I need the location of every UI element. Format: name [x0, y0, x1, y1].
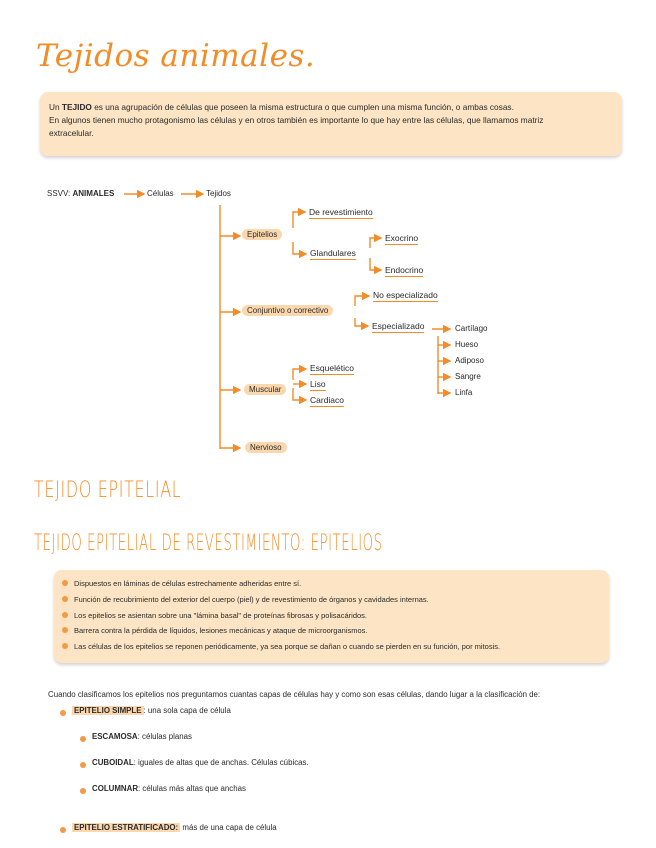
tree-musc-2: Cardiaco — [310, 395, 345, 405]
intro-line2: En algunos tienen mucho protagonismo las células y en otros también es importante lo que hay entre las células, que llamamos matriz — [49, 115, 544, 125]
bullet-item — [62, 608, 500, 624]
tree-endocrino: Endocrino — [385, 265, 424, 275]
cuboidal-label: CUBOIDAL — [92, 758, 134, 767]
columnar-label: COLUMNAR — [92, 784, 139, 793]
bullet-dot-icon — [62, 627, 68, 633]
estratificado-desc: más de una capa de célula — [180, 823, 277, 832]
tree-esp-2: Adiposo — [455, 356, 484, 365]
escamosa-desc: : células planas — [137, 732, 193, 741]
cuboidal-desc: : iguales de altas que de anchas. Células cúbicas. — [133, 758, 309, 767]
tree-especializado: Especializado — [372, 321, 425, 331]
epitelio-escamosa — [80, 732, 656, 741]
bullet-text: Dispuestos en láminas de células estrechamente adheridas entre sí. — [74, 579, 302, 588]
bullet-dot-icon — [80, 736, 86, 742]
tree-root-prefix: SSVV: — [47, 189, 73, 198]
epitelio-estratificado — [60, 823, 656, 832]
tree-de-revestimiento: De revestimiento — [309, 207, 373, 217]
tree-muscular: Muscular — [244, 384, 286, 395]
page-title: Tejidos animales. — [36, 38, 316, 74]
bullet-text: Los epitelios se asientan sobre una "lámina basal" de proteínas fibrosas y polisacáridos. — [74, 610, 367, 620]
epitelio-simple-label: EPITELIO SIMPLE — [74, 706, 142, 715]
tree-no-especializado: No especializado — [373, 290, 438, 300]
epitelio-columnar — [80, 784, 656, 793]
section-epitelios: TEJIDO EPITELIAL DE REVESTIMIENTO: EPITELIOS — [34, 531, 383, 556]
estratificado-label: EPITELIO ESTRATIFICADO: — [74, 823, 179, 832]
bullet-item — [62, 639, 500, 655]
tree-musc-1: Liso — [310, 379, 326, 389]
bullet-dot-icon — [62, 580, 68, 586]
tree-esp-0: Cartílago — [455, 324, 488, 333]
intro-term: TEJIDO — [61, 102, 92, 112]
tree-esp-3: Sangre — [455, 372, 481, 381]
bullet-text: Barrera contra la pérdida de líquidos, lesiones mecánicas y ataque de microorganismos. — [74, 626, 368, 636]
tree-exocrino: Exocrino — [385, 233, 419, 243]
tree-celulas: Células — [147, 189, 174, 198]
classification-intro: Cuando clasificamos los epitelios nos preguntamos cuantas capas de células hay y como son esas células, dando lugar a la clasificación de: — [48, 690, 541, 699]
epitelio-cuboidal — [80, 758, 656, 767]
intro-line3: extracelular. — [49, 128, 94, 138]
tree-tejidos: Tejidos — [206, 189, 231, 198]
bullet-text: Función de recubrimiento del exterior del cuerpo (piel) y de revestimiento de órganos y cavidades internas. — [74, 594, 429, 604]
bullet-list — [62, 576, 500, 655]
bullet-dot-icon — [80, 788, 86, 794]
tree-root-bold: ANIMALES — [72, 189, 115, 198]
intro-prefix: Un — [49, 102, 62, 112]
escamosa-label: ESCAMOSA — [92, 732, 138, 741]
bullet-text: Las células de los epitelios se reponen periódicamente, ya sea porque se dañan o cuando se pierden en su función, por mitosis. — [74, 642, 501, 652]
tree-nervioso: Nervioso — [245, 442, 287, 453]
tree-esp-4: Linfa — [455, 388, 473, 397]
bullet-dot-icon — [62, 596, 68, 602]
bullet-dot-icon — [62, 643, 68, 649]
intro-rest: es una agrupación de células que poseen la misma estructura o que cumplen una misma función, o ambas cosas. — [91, 102, 514, 112]
bullet-dot-icon — [80, 762, 86, 768]
tree-epitelios: Epitelios — [242, 229, 282, 240]
tree-musc-0: Esquelético — [310, 363, 354, 373]
columnar-desc: : células más altas que anchas — [138, 784, 246, 793]
tree-conjuntivo: Conjuntivo o correctivo — [242, 305, 333, 316]
epitelio-simple — [60, 706, 656, 715]
section-tejido-epitelial: TEJIDO EPITELIAL — [34, 478, 182, 503]
bullet-item — [62, 576, 500, 592]
bullet-dot-icon — [60, 710, 66, 716]
tree-root — [47, 189, 114, 198]
tree-glandulares: Glandulares — [310, 248, 356, 258]
bullet-dot-icon — [62, 612, 68, 618]
bullet-dot-icon — [60, 827, 66, 833]
tree-esp-1: Hueso — [455, 340, 479, 349]
bullet-item — [62, 623, 500, 639]
bullet-item — [62, 592, 500, 608]
epitelio-simple-desc: : una sola capa de célula — [143, 706, 231, 715]
